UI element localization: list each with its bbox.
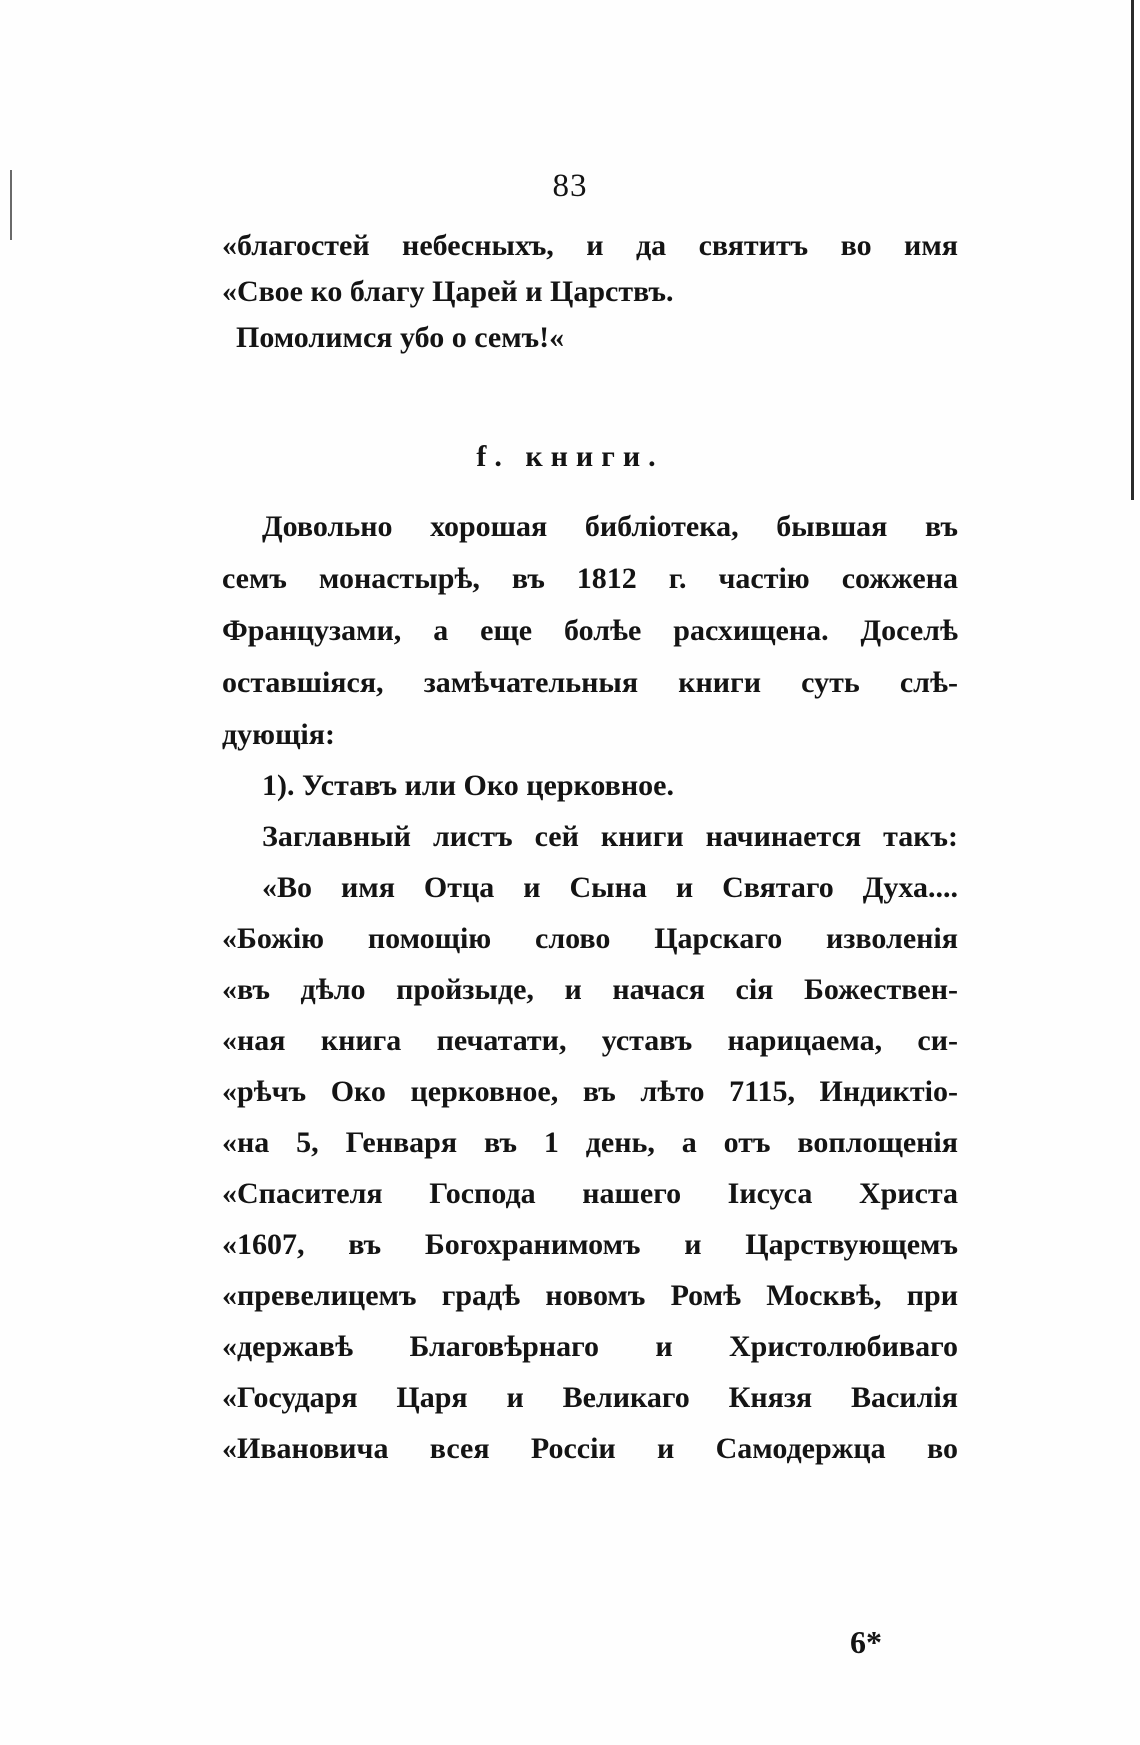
- text-line: Помолимся убо о семъ!«: [236, 321, 565, 354]
- text-line: «Божію помощію слово Царскаго изволенія: [222, 922, 958, 955]
- text-line: «на 5, Генваря въ 1 день, а отъ воплощенія: [222, 1126, 958, 1159]
- text-line: «Спасителя Господа нашего Іисуса Христа: [222, 1177, 958, 1210]
- text-line: «1607, въ Богохранимомъ и Царствующемъ: [222, 1228, 958, 1261]
- text-line: «Свое ко благу Царей и Царствъ.: [222, 275, 674, 308]
- text-line: «державѣ Благовѣрнаго и Христолюбиваго: [222, 1330, 958, 1363]
- text-line: оставшіяся, замѣчательныя книги суть слѣ-: [222, 666, 958, 699]
- text-line: «въ дѣло пройзыде, и начася сія Божествен-: [222, 973, 958, 1006]
- page-edge-line: [1131, 0, 1134, 500]
- signature-mark: 6*: [850, 1624, 882, 1660]
- text-line: «Ивановича всея Россіи и Самодержца во: [222, 1432, 958, 1465]
- text-line: Заглавный листъ сей книги начинается такъ:: [262, 820, 958, 853]
- text-line: Довольно хорошая библіотека, бывшая въ: [262, 510, 958, 543]
- text-line: Французами, а еще болѣе расхищена. Доселѣ: [222, 614, 958, 647]
- text-line: «превелицемъ градѣ новомъ Ромѣ Москвѣ, при: [222, 1279, 958, 1312]
- text-line: дующія:: [222, 718, 335, 751]
- list-item: 1). Уставъ или Око церковное.: [262, 769, 674, 802]
- page-number: 83: [552, 168, 588, 204]
- text-line: «благостей небесныхъ, и да святитъ во имя: [222, 229, 958, 262]
- text-line: семъ монастырѣ, въ 1812 г. частію сожжена: [222, 562, 958, 595]
- text-line: «рѣчъ Око церковное, въ лѣто 7115, Индиктіо-: [222, 1075, 958, 1108]
- section-heading: f. книги.: [476, 440, 664, 473]
- text-line: «ная книга печатати, уставъ нарицаема, си-: [222, 1024, 958, 1057]
- text-line: «Во имя Отца и Сына и Святаго Духа....: [262, 871, 958, 904]
- text-line: «Государя Царя и Великаго Князя Василія: [222, 1381, 958, 1414]
